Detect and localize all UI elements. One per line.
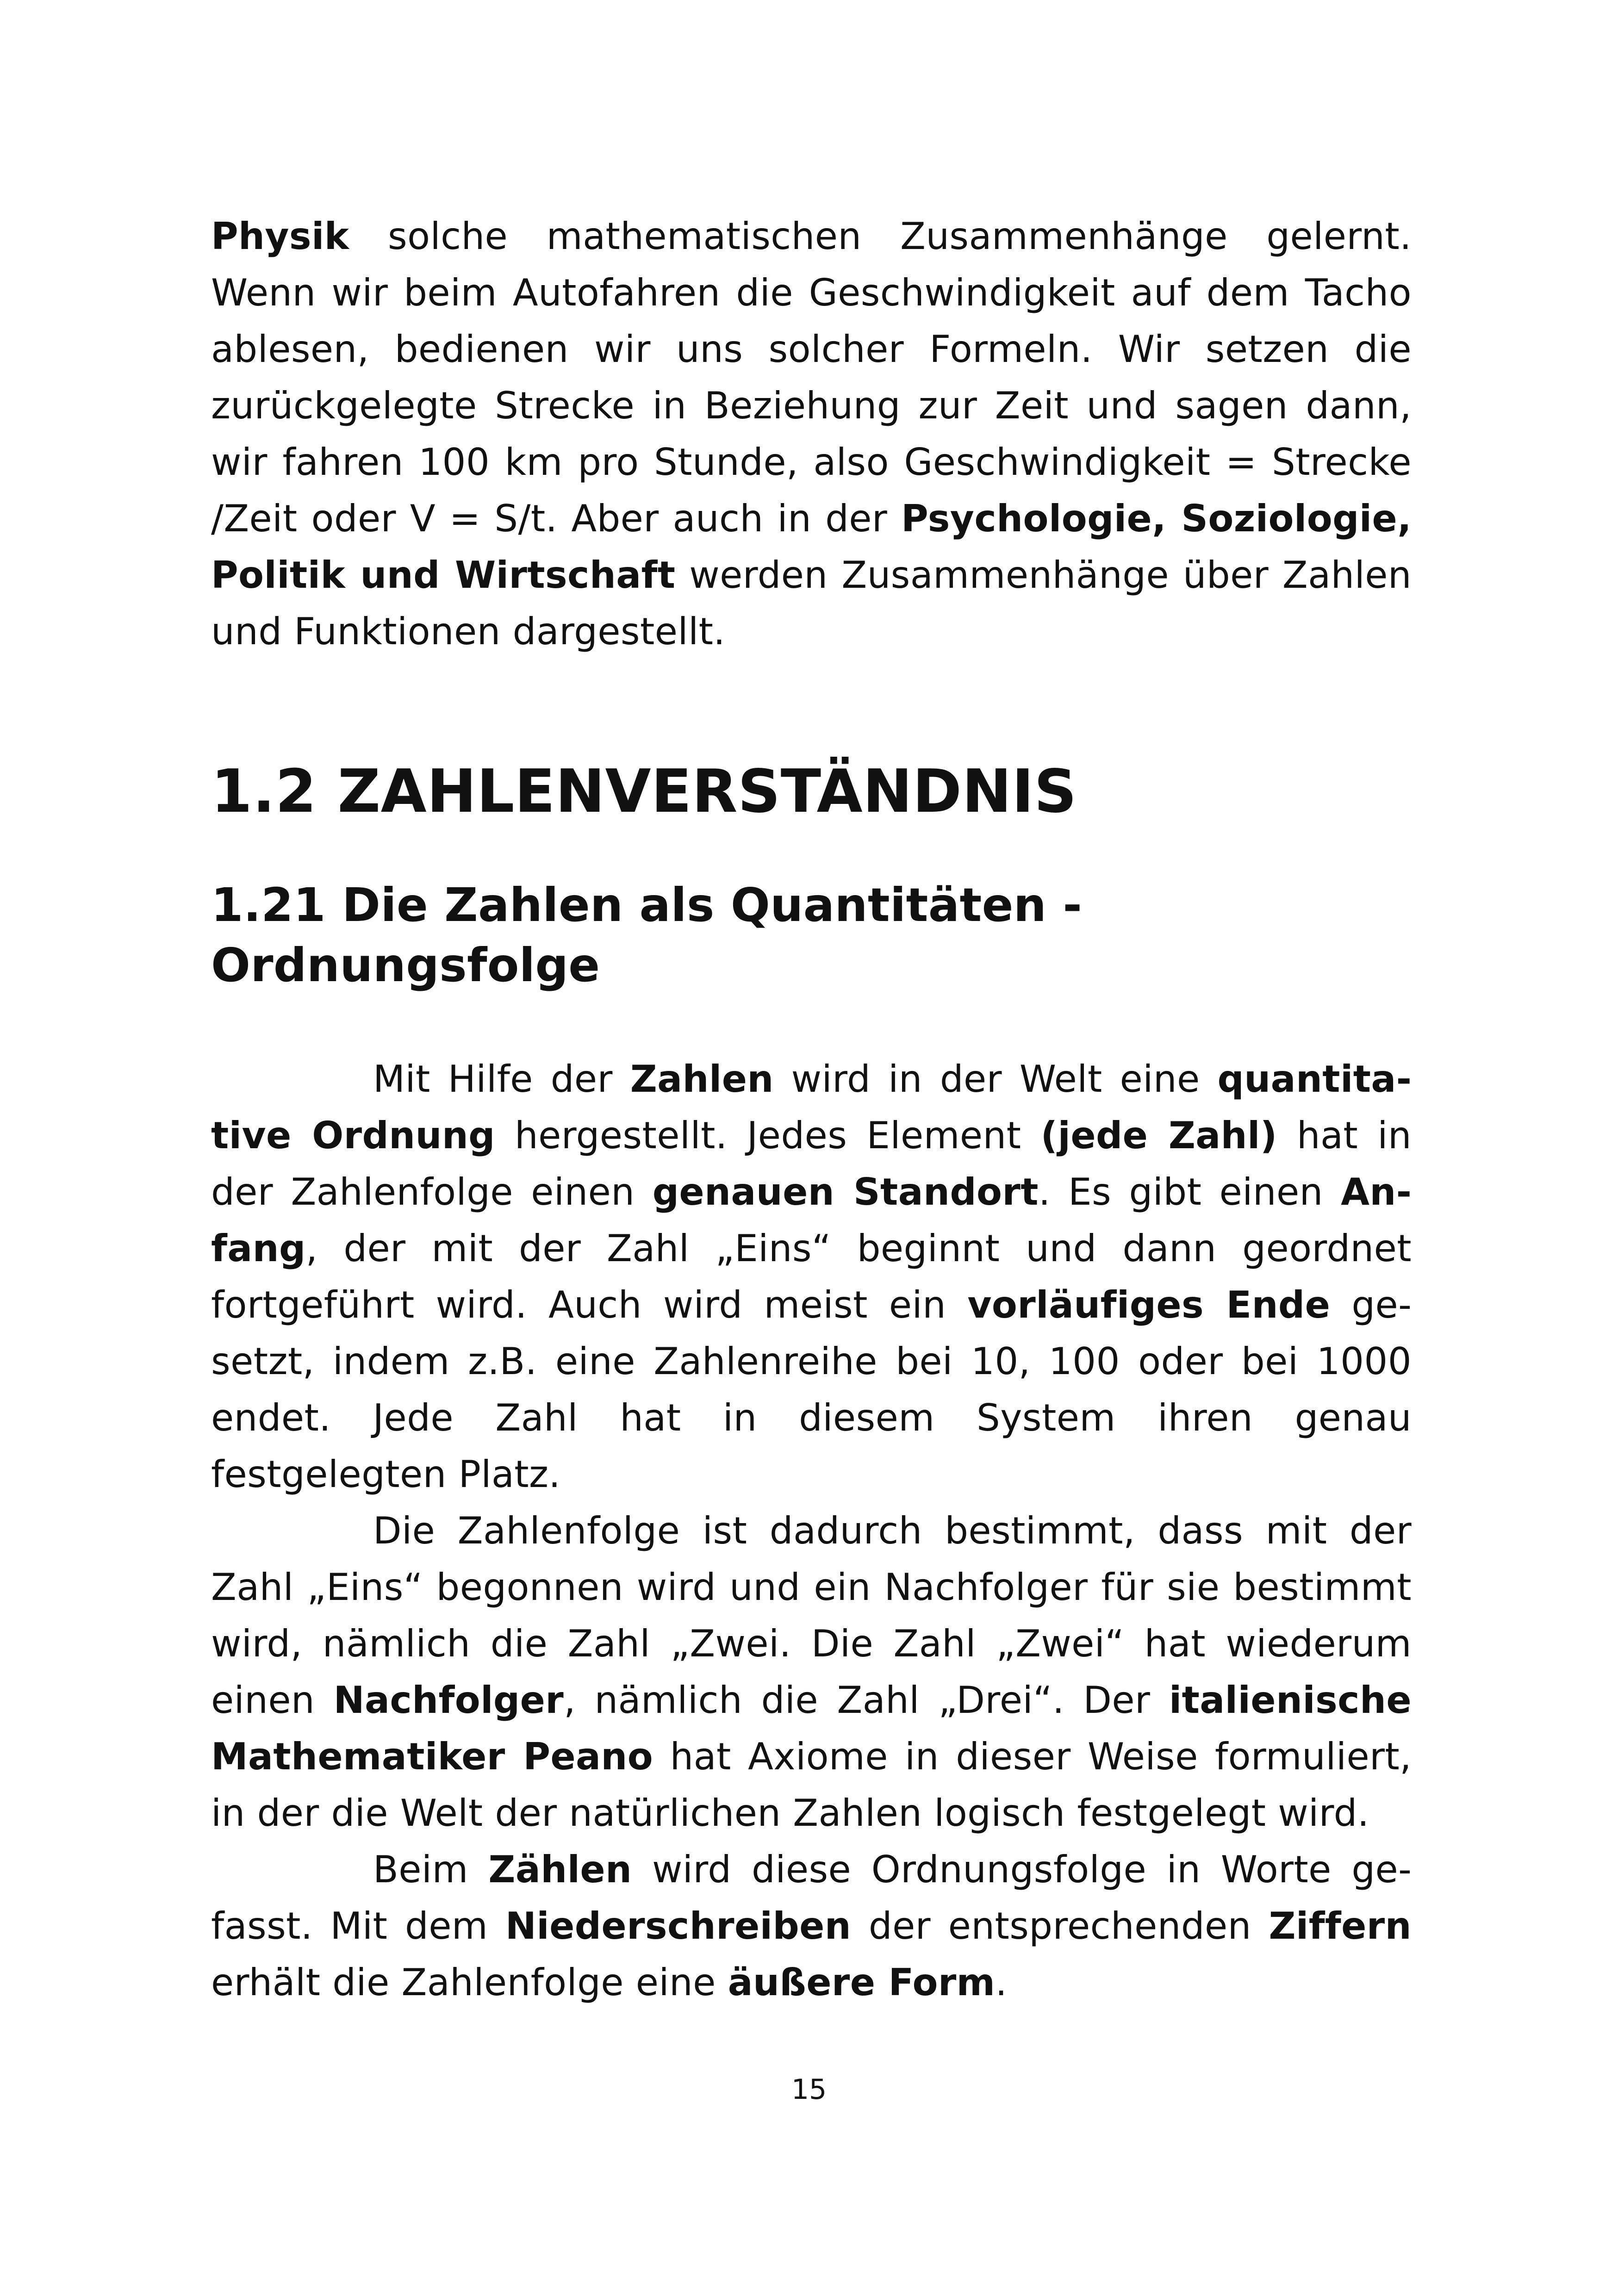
bold-text: Niederschreiben <box>505 1904 852 1948</box>
chapter-heading: 1.2 ZAHLENVERSTÄNDNIS <box>211 757 1077 826</box>
body-text: wird diese Ordnungsfolge in Worte gefasst. Mit dem <box>211 1848 1412 1948</box>
section-body <box>211 1051 1412 2011</box>
bold-text: (jede Zahl) <box>1040 1114 1277 1157</box>
page-content <box>211 208 1412 2011</box>
body-text: . Es gibt einen <box>1038 1170 1341 1213</box>
body-text: wird in der Welt eine <box>773 1058 1218 1101</box>
body-text: hat in der Zahlenfolge einen <box>211 1114 1412 1213</box>
body-text: der entsprechenden <box>851 1904 1269 1948</box>
body-text: hat Axiome in dieser Weise formuliert, in der die Welt der natürlichen Zahlen logisch festgelegt wird. <box>211 1735 1412 1835</box>
body-text: werden Zusammenhänge über Zahlen und Funktionen dargestellt. <box>211 554 1412 653</box>
body-text: , der mit der Zahl „Eins“ beginnt und dann geordnet fortgeführt wird. Auch wird meist ein <box>211 1227 1412 1326</box>
bold-text: Zahlen <box>630 1058 774 1101</box>
bold-text: äußere Form <box>728 1961 996 2004</box>
paragraph-1 <box>211 1051 1412 1503</box>
bold-text: Zählen <box>488 1848 632 1891</box>
paragraph-3 <box>211 1842 1412 2011</box>
body-text: erhält die Zahlenfolge eine <box>211 1961 728 2004</box>
body-text: hergestellt. Jedes Element <box>495 1114 1041 1157</box>
bold-text: Ziffern <box>1269 1904 1412 1948</box>
section-heading: 1.21 Die Zahlen als Quantitäten - Ordnungsfolge <box>211 878 1083 992</box>
intro-paragraph <box>211 208 1412 660</box>
bold-text: quantitative Ordnung <box>211 1058 1412 1157</box>
body-text: solche mathematischen Zusammenhänge gelernt. Wenn wir beim Autofahren die Geschwindigkeit auf dem Tacho ablesen, bedienen wir uns solcher Formeln. Wir setzen die zurückgelegte Strecke in Beziehung zur Zeit und sagen dann, wir fahren 100 km pro Stunde, also Geschwindigkeit = Strecke /Zeit oder V = S/t. Aber auch in der <box>211 215 1412 540</box>
bold-text: Anfang <box>211 1170 1412 1270</box>
body-text: Die Zahlenfolge ist dadurch bestimmt, dass mit der Zahl „Eins“ begonnen wird und ein Nachfolger für sie bestimmt wird, nämlich die Zahl „Zwei. Die Zahl „Zwei“ hat wiederum einen <box>211 1509 1412 1722</box>
body-text: Beim <box>373 1848 489 1891</box>
body-text: , nämlich die Zahl „Drei“. Der <box>564 1679 1169 1722</box>
paragraph-2 <box>211 1503 1412 1842</box>
page-number: 15 <box>791 2073 827 2106</box>
bold-text: Physik <box>211 215 349 258</box>
bold-text: vorläufiges Ende <box>967 1283 1331 1326</box>
body-text: . <box>995 1961 1008 2004</box>
bold-text: Nachfolger <box>333 1679 564 1722</box>
bold-text: Psychologie, Soziologie, Politik und Wirtschaft <box>211 497 1412 597</box>
body-text: Mit Hilfe der <box>373 1058 630 1101</box>
body-text: gesetzt, indem z.B. eine Zahlenreihe bei 10, 100 oder bei 1000 endet. Jede Zahl hat in diesem System ihren genau festgelegten Platz. <box>211 1283 1412 1496</box>
bold-text: italienische Mathematiker Peano <box>211 1679 1412 1778</box>
bold-text: genauen Standort <box>652 1170 1039 1213</box>
